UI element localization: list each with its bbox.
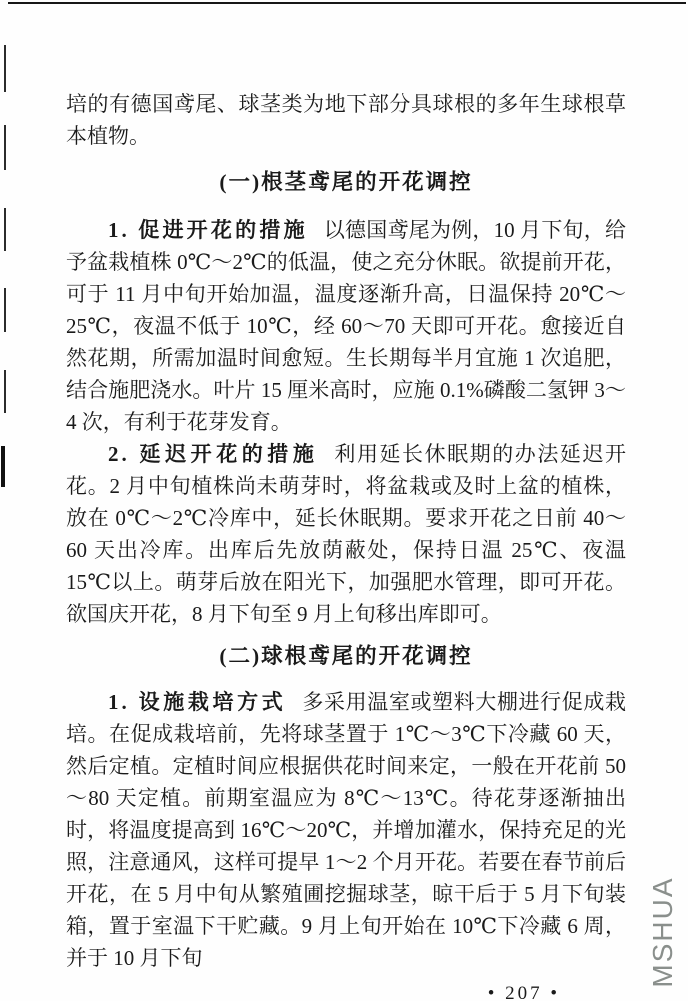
paragraph-body: 利用延长休眠期的办法延迟开花。2 月中旬植株尚未萌芽时，将盆栽或及时上盆的植株，放在 0℃～2℃冷库中，延长休眠期。要求开花之日前 40～60 天出冷库。出库后先放荫蔽处，保持日温 25℃、夜温 15℃以上。萌芽后放在阳光下，加强肥水管理，即可开花。欲国庆开花，8 月下旬至 9 月上旬移出库即可。 [66,442,627,626]
page-text-column [66,88,626,1001]
scan-artifact-left-tick [4,288,6,332]
numbered-paragraph-cultivation-method [66,686,626,974]
paragraph-body: 多采用温室或塑料大棚进行促成栽培。在促成栽培前，先将球茎置于 1℃～3℃下冷藏 60 天，然后定植。定植时间应根据供花时间来定，一般在开花前 50～80 天定植。前期室温应为 8℃～13℃。待花芽逐渐抽出时，将温度提高到 16℃～20℃，并增加灌水，保持充足的光照，注意通风，这样可提早 1～2 个月开花。若要在春节前后开花，在 5 月中旬从繁殖圃挖掘球茎，晾干后于 5 月下旬装箱，置于室温下干贮藏。9 月上旬开始在 10℃下冷藏 6 周，并于 10 月下旬 [66,690,627,970]
scan-artifact-left-tick [4,370,6,413]
section-heading-1: (一)根茎鸢尾的开花调控 [219,170,473,194]
watermark-vertical-text: MSHUA [647,876,678,988]
scan-artifact-top-rule [8,2,686,4]
scan-artifact-left-tick [4,208,6,251]
paragraph-body: 以德国鸢尾为例，10 月下旬，给予盆栽植株 0℃～2℃的低温，使之充分休眠。欲提前开花，可于 11 月中旬开始加温，温度逐渐升高，日温保持 20℃～25℃，夜温不低于 10℃，经 60～70 天即可开花。愈接近自然花期，所需加温时间愈短。生长期每半月宜施 1 次追肥，结合施肥浇水。叶片 15 厘米高时，应施 0.1%磷酸二氢钾 3～4 次，有利于花芽发育。 [66,218,627,434]
paragraph-lead-bold: 1. 促进开花的措施 [108,218,308,242]
scan-artifact-left-tick [1,446,5,487]
paragraph-lead-bold: 2. 延迟开花的措施 [108,442,319,466]
paragraph-lead-bold: 1. 设施栽培方式 [108,690,287,714]
section-heading-2: (二)球根鸢尾的开花调控 [219,644,473,668]
scan-artifact-left-tick [4,45,6,92]
continued-paragraph: 培的有德国鸢尾、球茎类为地下部分具球根的多年生球根草本植物。 [66,92,626,148]
numbered-paragraph-promote-flowering [66,214,626,438]
numbered-paragraph-delay-flowering [66,438,626,630]
page-number: • 207 • [487,983,560,1001]
scan-artifact-left-tick [4,125,6,170]
